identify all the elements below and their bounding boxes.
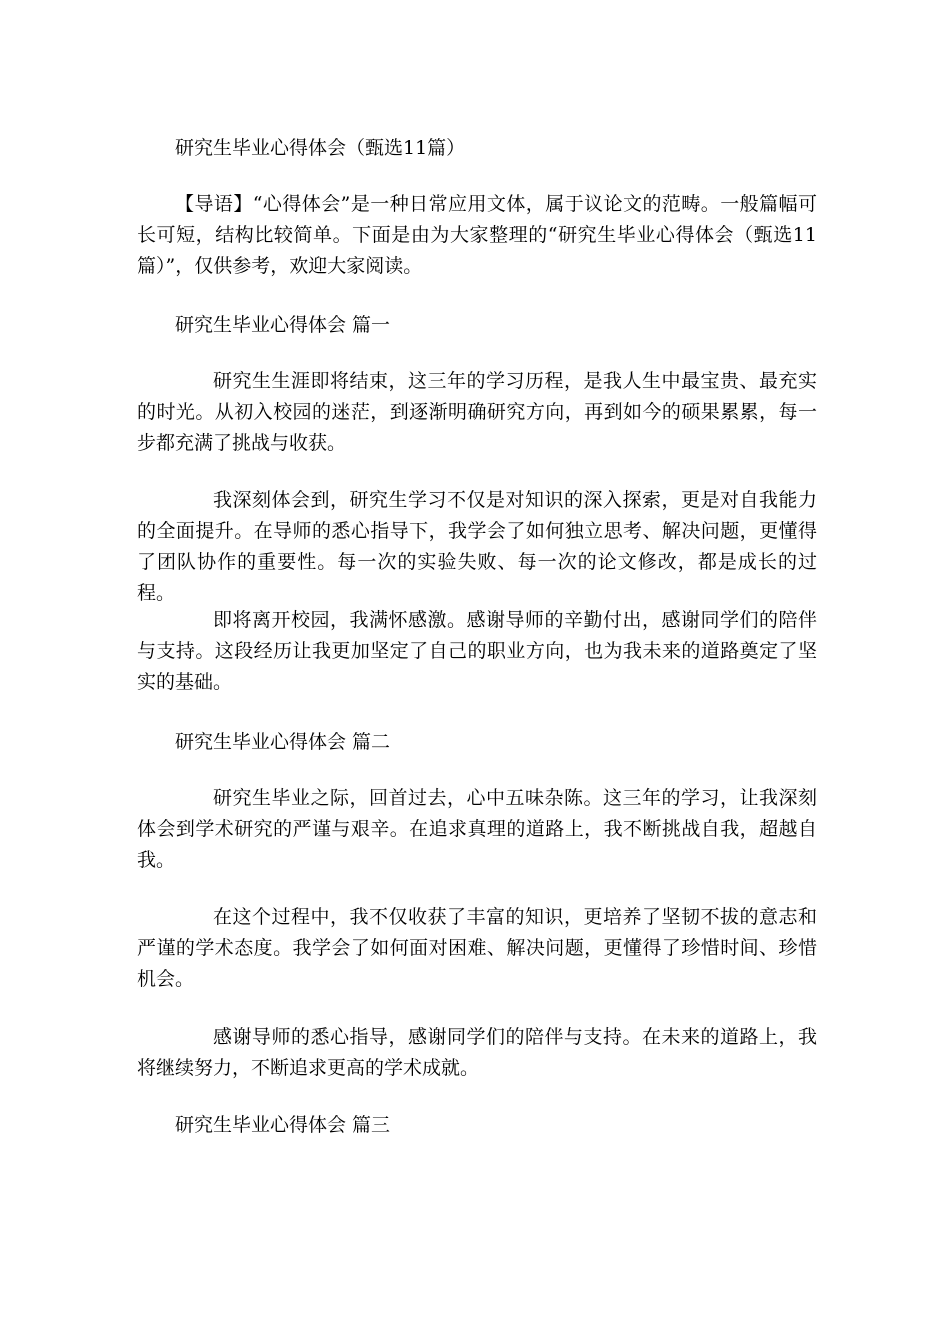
section-1-paragraph-2: 我深刻体会到，研究生学习不仅是对知识的深入探索，更是对自我能力的全面提升。在导师的悉心指导下，我学会了如何独立思考、解决问题，更懂得了团队协作的重要性。每一次的实验失败、每一次的论文修改，都是成长的过程。: [137, 489, 817, 604]
section-heading-3: 研究生毕业心得体会 篇三: [175, 1114, 391, 1136]
section-1-paragraph-3: 即将离开校园，我满怀感激。感谢导师的辛勤付出，感谢同学们的陪伴与支持。这段经历让我更加坚定了自己的职业方向，也为我未来的道路奠定了坚实的基础。: [137, 609, 817, 693]
section-1-paragraph-1: 研究生生涯即将结束，这三年的学习历程，是我人生中最宝贵、最充实的时光。从初入校园的迷茫，到逐渐明确研究方向，再到如今的硕果累累，每一步都充满了挑战与收获。: [137, 370, 817, 454]
section-2-paragraph-2: 在这个过程中，我不仅收获了丰富的知识，更培养了坚韧不拔的意志和严谨的学术态度。我学会了如何面对困难、解决问题，更懂得了珍惜时间、珍惜机会。: [137, 906, 817, 990]
section-heading-1: 研究生毕业心得体会 篇一: [175, 314, 391, 336]
intro-paragraph: 【导语】“心得体会”是一种日常应用文体，属于议论文的范畴。一般篇幅可长可短，结构比较简单。下面是由为大家整理的“研究生毕业心得体会（甄选11篇）”，仅供参考，欢迎大家阅读。: [137, 193, 817, 277]
document-title: 研究生毕业心得体会（甄选11篇）: [175, 137, 466, 159]
section-2-paragraph-3: 感谢导师的悉心指导，感谢同学们的陪伴与支持。在未来的道路上，我将继续努力，不断追求更高的学术成就。: [137, 1026, 817, 1079]
section-heading-2: 研究生毕业心得体会 篇二: [175, 731, 391, 753]
section-2-paragraph-1: 研究生毕业之际，回首过去，心中五味杂陈。这三年的学习，让我深刻体会到学术研究的严谨与艰辛。在追求真理的道路上，我不断挑战自我，超越自我。: [137, 787, 817, 871]
